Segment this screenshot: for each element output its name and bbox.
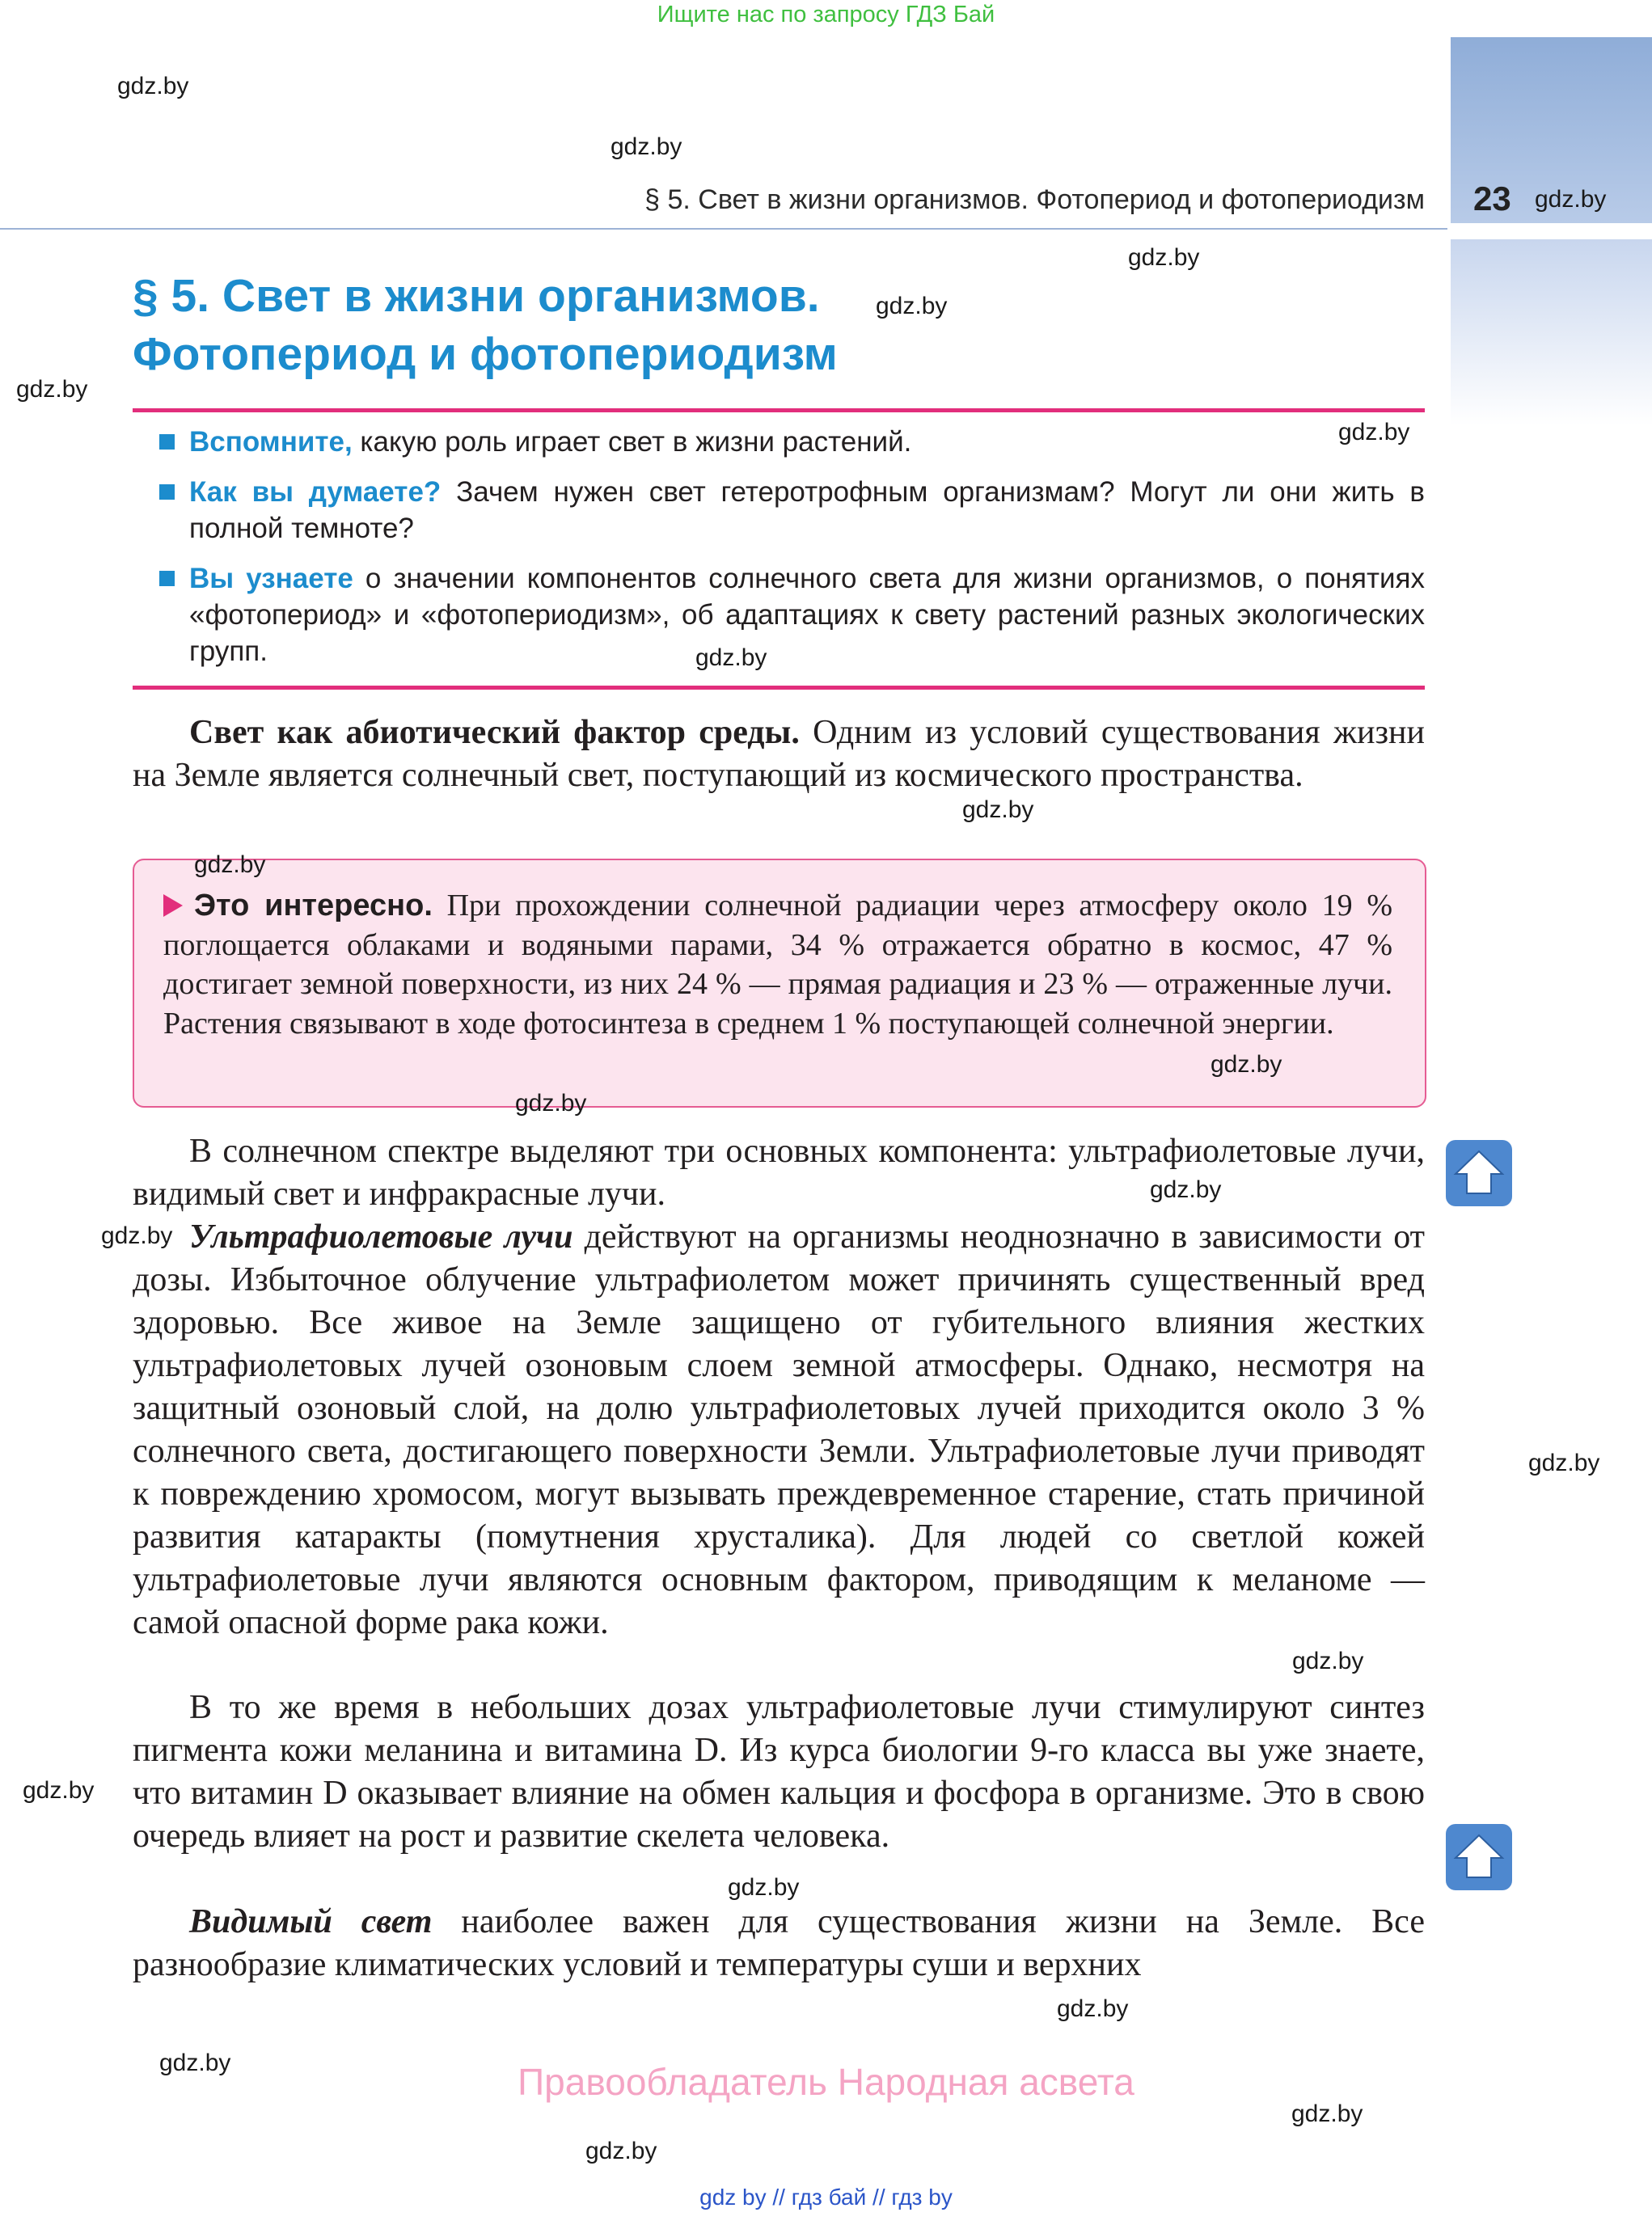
term-uv: Ультрафиолетовые лучи [189, 1218, 573, 1256]
question-item [189, 474, 1425, 547]
watermark: gdz.by [1535, 186, 1607, 213]
watermark: gdz.by [611, 133, 682, 160]
watermark: gdz.by [194, 851, 266, 878]
paragraph-visible-light [133, 1901, 1425, 1986]
question-lead: Как вы думаете? [189, 476, 442, 508]
watermark: gdz.by [695, 644, 767, 671]
paragraph-light-factor [133, 711, 1425, 797]
question-item [189, 560, 1425, 669]
watermark: gdz.by [1528, 1450, 1600, 1476]
term-visible-light: Видимый свет [189, 1903, 433, 1940]
questions-top-rule [133, 408, 1425, 412]
page-number: 23 [1473, 179, 1511, 217]
square-bullet-icon [159, 571, 175, 586]
section-title-line1: § 5. Свет в жизни организмов. [133, 270, 820, 322]
watermark: gdz.by [101, 1222, 173, 1249]
paragraph-uv [133, 1216, 1425, 1644]
section-title [133, 267, 1426, 383]
question-lead: Вспомните, [189, 426, 353, 458]
watermark: gdz.by [159, 2050, 231, 2076]
paragraph-text: Одним из условий существования жизни на Земле является солнечный свет, поступающий из космического пространства. [133, 714, 1425, 794]
section-title-line2: Фотопериод и фотопериодизм [133, 328, 838, 380]
question-text: какую роль играет свет в жизни растений. [352, 426, 912, 458]
square-bullet-icon [159, 434, 175, 450]
watermark: gdz.by [23, 1777, 95, 1804]
paragraph-uv-small-doses: В то же время в небольших дозах ультрафиолетовые лучи стимулируют синтез пигмента кожи меланина и витамина D. Из курса биологии 9-го класса вы уже знаете, что витамин D оказывает влияние на обмен кальция и фосфора в организме. Это в свою очередь влияет на рост и развитие скелета человека. [133, 1689, 1425, 1855]
watermark: gdz.by [876, 293, 948, 319]
square-bullet-icon [159, 484, 175, 500]
watermark: gdz.by [1128, 244, 1200, 271]
question-lead: Вы узнаете [189, 563, 353, 594]
paragraph-text: действуют на организмы неоднозначно в зависимости от дозы. Избыточное облучение ультрафиолетом может причинять существенный вред здоровью. Все живое на Земле защищено от губительного влияния жестких ультрафиолетовых лучей озоновым слоем земной атмосферы. Однако, несмотря на защитный озоновый слой, на долю ультрафиолетовых лучей приходится около 3 % солнечного света, достигающего поверхности Земли. Ультрафиолетовые лучи приводят к повреждению хромосом, могут вызывать преждевременное старение, стать причиной развития катаракты (помутнения хрусталика). Для людей со светлой кожей ультрафиолетовые лучи являются основным фактором, приводящим к меланоме — самой опасной форме рака кожи. [133, 1218, 1425, 1641]
paragraph-lead: Свет как абиотический фактор среды. [189, 714, 800, 751]
watermark: gdz.by [1150, 1176, 1222, 1203]
watermark: gdz.by [16, 376, 88, 403]
paragraph-text: наиболее важен для существования жизни на Земле. Все разнообразие климатических условий и температуры суши и верхних [133, 1903, 1425, 1983]
footer-links[interactable]: gdz by // гдз бай // гдз by [699, 2185, 953, 2210]
copyright-notice: Правообладатель Народная асвета [518, 2061, 1134, 2103]
watermark: gdz.by [1292, 1648, 1364, 1674]
page-side-fade [1451, 239, 1652, 425]
questions-bottom-rule [133, 686, 1425, 690]
triangle-marker-icon [163, 894, 183, 917]
question-text: Зачем нужен свет гетеротрофным организмам? Могут ли они жить в полной темноте? [189, 476, 1426, 544]
watermark: gdz.by [728, 1874, 800, 1901]
interesting-text [163, 886, 1392, 1043]
watermark: gdz.by [1291, 2100, 1363, 2127]
watermark: gdz.by [962, 796, 1034, 823]
up-arrow-icon [1452, 1146, 1506, 1200]
watermark: gdz.by [117, 73, 189, 99]
watermark: gdz.by [1338, 419, 1410, 445]
interesting-body: При прохождении солнечной радиации через атмосферу около 19 % поглощается облаками и водяными парами, 34 % отражается обратно в космос, 47 % достигает земной поверхности, из них 24 % — прямая радиация и 23 % — отраженные лучи. Растения связывают в ходе фотосинтеза в среднем 1 % поступающей солнечной энергии. [163, 889, 1392, 1041]
header-rule [0, 228, 1447, 230]
watermark: gdz.by [515, 1090, 587, 1117]
paragraph-spectrum: В солнечном спектре выделяют три основных компонента: ультрафиолетовые лучи, видимый свет и инфракрасные лучи. [133, 1133, 1425, 1213]
watermark: gdz.by [1057, 1995, 1129, 2022]
interesting-lead: Это интересно. [194, 889, 433, 923]
watermark: gdz.by [585, 2138, 657, 2164]
scroll-up-button[interactable] [1446, 1824, 1512, 1890]
watermark: gdz.by [1210, 1051, 1282, 1078]
scroll-up-button[interactable] [1446, 1140, 1512, 1206]
up-arrow-icon [1452, 1830, 1506, 1884]
running-head: § 5. Свет в жизни организмов. Фотопериод и фотопериодизм [644, 184, 1425, 215]
search-banner[interactable]: Ищите нас по запросу ГДЗ Бай [657, 2, 995, 27]
question-item [189, 424, 1425, 460]
question-text: о значении компонентов солнечного света для жизни организмов, о понятиях «фотопериод» и «фотопериодизм», об адаптациях к свету растений разных экологических групп. [189, 563, 1425, 667]
